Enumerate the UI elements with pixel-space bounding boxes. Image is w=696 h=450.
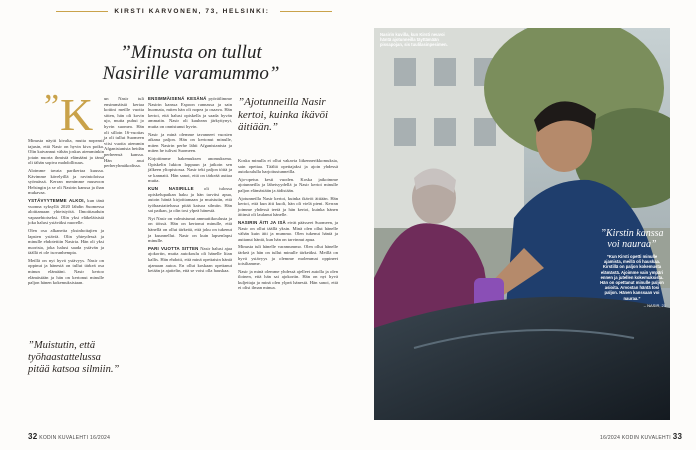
photo-illustration: [374, 28, 670, 420]
column-3: [238, 158, 338, 293]
quote-mark-icon: ”: [44, 88, 60, 125]
pull-quote-text: ”Muistutin, että työhaastattelussa pitää katsoa silmiin.”: [28, 340, 120, 375]
col1-lead-text: kun tänä vuonna syksyllä 2020 lähdin Suomessa aloittamaan yhteistyötä. Ilmoittauduin vapaaehtoiseksi. Olin yksi eläkeläisistä joka halusi ystäväksi nuorelle.: [28, 197, 104, 226]
pull-quote-right: [238, 96, 338, 134]
col2-paragraph: Nyt Nasir on valmistunut ammattikoulusta ja on töissä. Hän on kertonut minulle, että hänellä on ollut tärkeää, että joku on tukenut ja kuunnellut. Nasir on kuin lapsenlapsi minulle.: [148, 215, 232, 244]
col3-paragraph: Ajotunneilla Nasir kertoi, kuinka ikävöi äitiään. Hän kertoi, että kun äiti kuoli, hän oli vielä pieni. Kerran joimme yhdessä teetä ja hän kertoi, kuinka hänen äitinsä oli laulanut hänelle.: [238, 195, 338, 218]
photo-quote-signature: – NASIR, 21: [643, 302, 666, 308]
col3-paragraph: [238, 220, 338, 242]
col2-lead-text: pyöräilimme Nasirin kanssa Espoon rannassa ja sain huomata, miten hän oli nopea ja osaava. Hän kertoi, että halusi opiskella ja saada hyvän ammatin. Nasir oli kauhean järkyttynyt, mutta on onnistunut hyvin.: [148, 96, 232, 129]
page-number-left: 32: [28, 432, 38, 441]
col3-lead-text: eivät päässeet Suomeen, ja Nasir on ollut täällä yksin. Minä olen ollut hänelle vähän kuin äiti ja mummo. Olen tukenut häntä ja auttanut häntä, kun hän on tarvinnut apua.: [238, 219, 338, 242]
col3-lead-in: NASIRIN ÄITI JA ISÄ: [238, 219, 286, 225]
folio-left: [28, 432, 110, 441]
drop-cap: K: [60, 89, 94, 140]
col3-paragraph: Koska minulla ei ollut vakavia liikennerikkomuksia, sain opettaa. Täältä opettajaksi ja ajoin yhdessä autokoululla harjoitustunneilla.: [238, 158, 338, 175]
folio-left-text: KODIN KUVALEHTI 16/2024: [39, 435, 111, 441]
photo-caption: Nasirin kuvilla, kun Kirsti neuvoi häntä ajotunneilla täyttämään pissapojan, sis tuulilasinpesimen.: [380, 32, 448, 48]
col3-paragraph: Nasir ja minä olemme yhdessä ajelleet autolla ja olen iloinen, että hän sai ajokortin. Hän on nyt hyvä kuljettaja ja minä olen ylpeä hänestä. Hän sanoi, että ei olisi ilman minua.: [238, 268, 338, 291]
col1-lead-in: YSTÄVYYTEMME ALKOI,: [28, 197, 86, 203]
intro-paragraph: un Nasir tuli ensimmäistä kertaa kotiini meille vuotta sitten, hän oli kovin ujo, mutta puhui jo hyvin suomea. Hän oli silloin 16-vuotias ja oli tullut Suomeen viisi vuotta aiemmin Afganistanista heidän perheensä kanssa. Hän asui perheryhmäkodissa.: [104, 96, 144, 169]
col2-paragraph: Nasir ja minä olemme tavanneet vuosien aikana paljon. Hän on kertonut minulle, miten Nasirin perhe lähti Afganistanista ja miten he tulivat Suomeen.: [148, 131, 232, 154]
col1-paragraph: [28, 198, 104, 226]
col1-paragraph: Olen osa alkaneita yksinhoitajien ja lapsien ystäviä. Olin yhteydessä ja minulle ehdotettiin Nasiria. Hän oli yksi nuorista, joka halusi saada ystävän ja täällä ei ole isovanhempia.: [28, 227, 104, 256]
col2-lead-in: ENSIMMÄISENÄ KESÄNÄ: [148, 96, 207, 101]
col1-paragraph: Aloimme tavata parikertaa kuussa. Kävimme kävelyillä ja ravintoloissa syömässä. Kerran menimme museoon Helsingin ja se oli Nasirin kanssa ja ihan mukavaa.: [28, 167, 104, 196]
photo-quote: [598, 228, 666, 308]
article-kicker: KIRSTI KARVONEN, 73, HELSINKI:: [114, 8, 270, 15]
column-2: [148, 96, 232, 276]
building-window: [434, 118, 456, 146]
col3-paragraph: Minusta tuli hänelle varamummo. Olen ollut hänelle tärkeä ja hän on tullut minulle tärkeäksi. Meillä on hyvä ystävyys ja olemme molemmat oppineet toisiltamme.: [238, 244, 338, 267]
article-headline: [60, 42, 322, 84]
car-hood: [374, 297, 670, 420]
pull-quote-text: ”Ajotunneilla Nasir kertoi, kuinka ikävöi äitiään.”: [238, 96, 329, 133]
kicker-rule-right: [280, 11, 332, 12]
column-1-intro: [104, 96, 144, 171]
col2-paragraph: [148, 186, 232, 214]
headline-line-2: Nasirille varamummo”: [102, 63, 280, 84]
article-photo: [374, 28, 670, 420]
building-window: [394, 118, 416, 146]
col2-lead-text: Nasir halusi ajaa ajokortin, mutta autokoulu oli hänelle liian kallis. Hän ehdotti, että minä opettaisin häntä ajamaan autoa. En ollut koskaan opettanut ketään ja ajattelin, että se voisi olla hauskaa.: [148, 245, 232, 274]
col2-paragraph: [148, 96, 232, 130]
pull-quote-left: [28, 340, 124, 376]
col1-paragraph: Minusta näytti kivalta, mutta nopeasti tajusin, että Nasir on hyvin kiva poika. Olin kaivannut vähän joskus aiemminkin jotain nuorta ihmistä elämääni ja tämä oli tähän sopiva mahdollisuus.: [28, 138, 104, 166]
col2-lead-in: KUN NASIRILLE: [148, 185, 194, 191]
building-window: [394, 58, 416, 86]
building-window: [434, 58, 456, 86]
page-number-right: 33: [672, 432, 683, 441]
col2-lead-text: oli tulossa opiskelupaikan haku ja hän tarvitsi apua, autoin häntä kirjoittamaan ja muistutin, että työhaastattelussa pitää katsoa silmiin. Hän sai paikan, ja olin tosi ylpeä hänestä.: [148, 185, 232, 214]
photo-quote-title: ”Kirstin kanssa voi nauraa”: [600, 228, 664, 250]
folio-right-text: 16/2024 KODIN KUVALEHTI: [600, 435, 672, 441]
photo-quote-body: ”Kun Kirsti opetti minulle ajamista, meillä oli hauskaa. Kirstillä on paljon kokemusta elämästä. Ajoimme vain ympäri ennen ja jutellen kokemuksista. Hän on opettanut minulle paljon asioita. Arvostan häntä tosi paljon. Hänen kanssaan voi nauraa.”: [600, 254, 664, 301]
col1-paragraph: Meillä on nyt hyvä ystävyys. Nasir on oppinut ja hänestä on tullut tärkeä osa minun elämääni. Nasir kertoo elämästään ja hän on kertonut minulle paljon hänen kokemuksistaan.: [28, 257, 104, 286]
headline-line-1: ”Minusta on tullut: [120, 42, 262, 63]
building-window: [474, 118, 496, 146]
col2-paragraph: [148, 246, 232, 274]
col2-lead-in: PARI VUOTTA SITTEN: [148, 245, 199, 251]
col2-paragraph: Kirjoitimme hakemuksen anomuksena. Opiskelin lukion loppuun ja jatkoin sen jälkeen yliopistossa. Nasir teki paljon töitä ja se kannatti. Hän sanoi, että on tärkeää auttaa muita.: [148, 155, 232, 184]
col3-paragraph: Ajo-opetus kesti vuoden. Koska jatkoimme ajotunneilla ja läheisyydellä ja Nasir kertoi minulle paljon elämästään ja äidistään.: [238, 176, 338, 193]
column-1: [28, 138, 104, 288]
